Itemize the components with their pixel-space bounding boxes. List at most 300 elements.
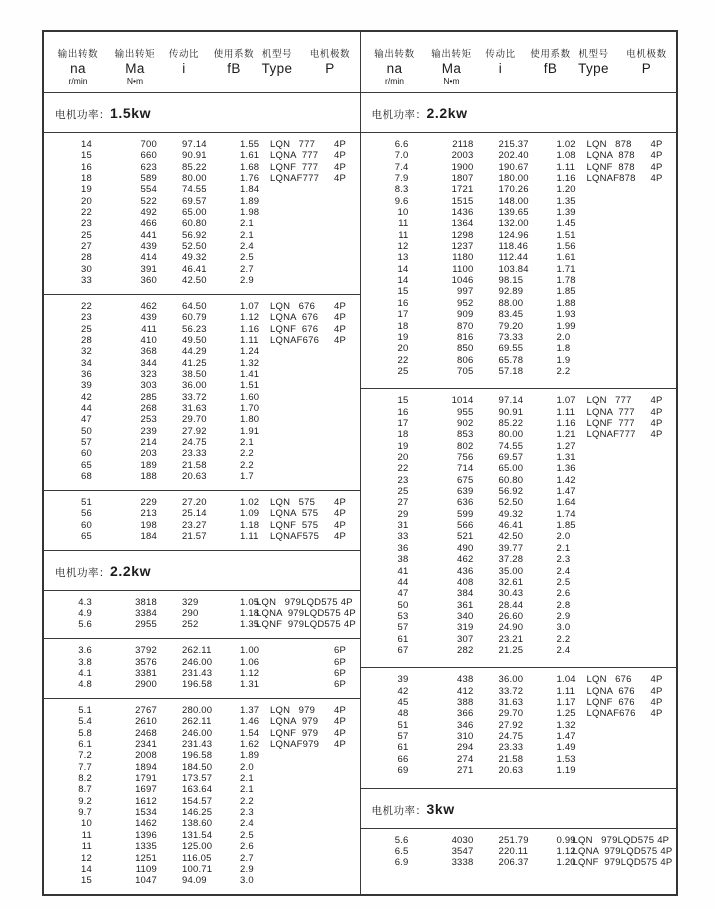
cell-output-speed: 30	[81, 263, 92, 275]
cell-ratio: 97.14	[498, 395, 524, 407]
cell-output-torque: 466	[140, 218, 157, 230]
cell-output-torque: 285	[140, 391, 157, 403]
cell-service-factor: 2.4	[240, 818, 254, 830]
cell-type	[585, 622, 649, 633]
cell-service-factor: 2.0	[556, 331, 571, 343]
cell-output-torque: 1014	[451, 395, 474, 407]
cell-poles	[649, 218, 677, 229]
cell-service-factor: 1.18	[240, 608, 260, 620]
cell-service-factor: 1.61	[240, 150, 260, 162]
cell-type	[585, 611, 649, 622]
cell-service-factor: 2.9	[556, 610, 571, 622]
cell-output-torque: 408	[457, 576, 474, 588]
cell-output-speed: 9.7	[78, 807, 92, 819]
cell-ratio: 85.22	[182, 161, 207, 173]
cell-service-factor: 1.21	[556, 429, 576, 441]
cell-service-factor: 1.19	[556, 765, 576, 777]
cell-output-speed: 25	[397, 365, 409, 377]
cell-output-torque: 521	[457, 531, 474, 543]
data-block	[44, 591, 360, 638]
cell-poles: 4P	[334, 530, 347, 542]
cell-service-factor: 1.07	[240, 300, 260, 312]
cell-output-speed: 6.1	[78, 739, 92, 751]
table-row	[361, 321, 677, 332]
cell-service-factor: 1.71	[556, 263, 576, 275]
cell-service-factor: 1.47	[556, 486, 576, 498]
cell-ratio: 83.45	[498, 309, 524, 321]
cell-service-factor: 1.74	[556, 508, 576, 520]
table-row	[361, 611, 677, 622]
cell-type	[268, 184, 332, 195]
cell-output-torque: 388	[457, 697, 474, 709]
table-row	[361, 645, 677, 656]
cell-poles	[332, 275, 360, 286]
table-row	[361, 275, 677, 286]
cell-service-factor: 1.93	[556, 309, 576, 321]
cell-service-factor: 1.09	[240, 508, 260, 520]
cell-ratio: 246.00	[182, 656, 213, 668]
cell-ratio: 21.58	[182, 459, 207, 471]
cell-output-speed: 14	[397, 263, 409, 275]
data-block	[361, 829, 677, 894]
cell-output-speed: 25	[397, 486, 409, 498]
table-row	[361, 731, 677, 742]
cell-poles: 4P	[334, 716, 347, 728]
cell-poles	[649, 441, 677, 452]
cell-service-factor: 1.7	[240, 471, 254, 483]
cell-service-factor: 1.98	[240, 207, 260, 219]
cell-service-factor: 2.5	[240, 252, 254, 264]
table-row	[44, 773, 360, 784]
cell-ratio: 118.46	[498, 241, 529, 253]
cell-output-torque: 271	[457, 765, 474, 777]
cell-output-speed: 51	[81, 496, 92, 508]
cell-output-speed: 44	[81, 403, 92, 415]
cell-poles: 4P	[660, 857, 673, 869]
cell-output-speed: 56	[81, 508, 92, 520]
cell-service-factor: 2.2	[556, 633, 571, 645]
cell-service-factor: 2.7	[240, 263, 254, 275]
cell-output-torque: 2610	[135, 716, 157, 728]
cell-output-torque: 4030	[451, 834, 474, 846]
cell-poles: 4P	[334, 312, 347, 324]
table-row	[44, 218, 360, 229]
table-row	[44, 471, 360, 482]
cell-output-speed: 13	[397, 252, 409, 264]
cell-ratio: 46.41	[182, 263, 207, 275]
cell-output-speed: 15	[81, 875, 92, 887]
cell-ratio: 90.91	[498, 406, 524, 418]
cell-ratio: 36.00	[498, 674, 524, 686]
cell-type	[268, 448, 332, 459]
cell-type	[585, 275, 649, 286]
header-symbol: na	[386, 61, 403, 76]
cell-poles	[649, 309, 677, 320]
cell-output-speed: 6.6	[394, 139, 409, 150]
cell-ratio: 37.28	[498, 554, 524, 566]
cell-output-speed: 44	[397, 576, 409, 588]
cell-output-speed: 57	[81, 437, 92, 449]
cell-ratio: 69.55	[498, 343, 524, 355]
cell-poles	[332, 437, 360, 448]
cell-output-torque: 853	[457, 429, 474, 441]
table-row	[361, 497, 677, 508]
cell-output-torque: 361	[457, 599, 474, 611]
cell-type	[268, 818, 332, 829]
cell-poles: 4P	[334, 739, 347, 751]
table-row	[361, 139, 677, 150]
cell-service-factor: 1.36	[556, 463, 576, 475]
cell-type: LQNA 676	[586, 685, 635, 697]
cell-output-speed: 27	[81, 241, 92, 253]
cell-output-speed: 9.2	[78, 795, 92, 807]
cell-output-speed: 5.4	[78, 716, 92, 728]
cell-type	[268, 762, 332, 773]
cell-output-torque: 909	[457, 309, 474, 321]
cell-ratio: 329	[182, 596, 199, 608]
cell-poles	[649, 588, 677, 599]
cell-type	[585, 509, 649, 520]
cell-service-factor: 2.1	[240, 784, 254, 796]
cell-output-speed: 32	[81, 346, 92, 358]
cell-service-factor: 1.20	[556, 184, 576, 196]
cell-output-torque: 366	[457, 708, 474, 720]
cell-output-speed: 5.6	[394, 834, 409, 846]
table-row	[44, 403, 360, 414]
cell-ratio: 173.57	[182, 773, 213, 785]
table-row	[361, 486, 677, 497]
table-row	[44, 597, 360, 608]
cell-output-torque: 816	[457, 331, 474, 343]
header-label: 传动比	[168, 49, 200, 60]
data-block	[361, 388, 677, 667]
cell-output-torque: 282	[457, 644, 474, 656]
cell-ratio: 27.92	[498, 719, 524, 731]
cell-poles: 4P	[650, 395, 663, 407]
cell-output-torque: 3384	[135, 608, 157, 620]
cell-output-speed: 20	[397, 452, 409, 464]
cell-type	[585, 252, 649, 263]
cell-service-factor: 1.27	[556, 440, 576, 452]
cell-service-factor: 1.24	[240, 346, 260, 358]
cell-output-speed: 45	[397, 697, 409, 709]
cell-ratio: 60.79	[182, 312, 207, 324]
table-row	[44, 668, 360, 679]
cell-service-factor: 1.25	[556, 708, 576, 720]
cell-poles	[649, 298, 677, 309]
table-row	[44, 252, 360, 263]
cell-output-speed: 65	[81, 459, 92, 471]
table-row	[44, 830, 360, 841]
cell-output-torque: 806	[457, 354, 474, 366]
gear-spec-table	[42, 30, 678, 896]
cell-output-speed: 10	[397, 207, 409, 219]
cell-type	[585, 742, 649, 753]
cell-output-speed: 25	[81, 323, 92, 335]
cell-output-torque: 198	[140, 519, 157, 531]
cell-type	[268, 230, 332, 241]
cell-poles	[649, 230, 677, 241]
cell-output-torque: 203	[140, 448, 157, 460]
cell-type	[585, 475, 649, 486]
cell-type	[268, 796, 332, 807]
cell-service-factor: 1.11	[556, 685, 576, 697]
cell-output-speed: 16	[81, 161, 92, 173]
cell-service-factor: 1.89	[240, 750, 260, 762]
cell-output-speed: 61	[397, 742, 409, 754]
power-title	[44, 551, 360, 591]
power-title-label: 电机功率：	[55, 109, 110, 121]
cell-ratio: 69.57	[498, 452, 524, 464]
cell-service-factor: 1.85	[556, 520, 576, 532]
cell-type: LQN 878	[586, 139, 632, 150]
cell-output-speed: 39	[397, 674, 409, 686]
cell-output-torque: 2767	[135, 705, 157, 717]
cell-type: LQNF 676	[270, 323, 319, 335]
cell-poles: 4P	[334, 161, 347, 173]
cell-service-factor: 0.99	[556, 834, 576, 846]
cell-ratio: 180.00	[498, 173, 529, 185]
cell-service-factor: 1.45	[556, 218, 576, 230]
table-row	[361, 332, 677, 343]
cell-output-torque: 188	[140, 471, 157, 483]
cell-type	[268, 346, 332, 357]
column-header	[169, 46, 199, 76]
cell-poles	[332, 380, 360, 391]
cell-poles: 4P	[650, 150, 663, 162]
table-row	[44, 335, 360, 346]
header-label: 使用系数	[213, 49, 255, 60]
table-row	[44, 460, 360, 471]
cell-output-speed: 8.7	[78, 784, 92, 796]
table-row	[44, 608, 360, 619]
cell-poles	[332, 207, 360, 218]
cell-service-factor: 2.7	[240, 852, 254, 864]
table-row	[44, 875, 360, 886]
cell-output-speed: 14	[397, 275, 409, 287]
cell-output-speed: 3.6	[78, 645, 92, 657]
cell-output-speed: 4.9	[78, 608, 92, 620]
cell-poles	[649, 509, 677, 520]
cell-ratio: 39.77	[498, 542, 524, 554]
cell-type	[268, 750, 332, 761]
table-row	[361, 754, 677, 765]
cell-service-factor: 1.35	[240, 619, 260, 631]
cell-service-factor: 1.32	[556, 719, 576, 731]
cell-output-speed: 61	[397, 633, 409, 645]
cell-poles	[332, 264, 360, 275]
cell-output-speed: 33	[81, 275, 92, 287]
table-row	[44, 196, 360, 207]
cell-ratio: 23.33	[182, 448, 207, 460]
header-symbol: P	[325, 61, 335, 76]
cell-output-speed: 36	[81, 368, 92, 380]
cell-ratio: 65.78	[498, 354, 524, 366]
column-header	[262, 46, 293, 76]
cell-output-speed: 27	[397, 497, 409, 509]
table-panel-left	[44, 32, 360, 894]
cell-poles	[649, 531, 677, 542]
table-row	[44, 369, 360, 380]
cell-type: LQN 676	[270, 300, 316, 312]
cell-ratio: 56.92	[498, 486, 524, 498]
table-row	[44, 358, 360, 369]
cell-type: LQNAF878	[586, 173, 636, 185]
table-row	[44, 448, 360, 459]
cell-ratio: 74.55	[498, 440, 524, 452]
cell-type	[585, 486, 649, 497]
cell-ratio: 116.05	[182, 852, 212, 864]
cell-type: LQNF 575	[270, 519, 319, 531]
cell-service-factor: 2.2	[240, 459, 254, 471]
cell-ratio: 163.64	[182, 784, 213, 796]
cell-output-speed: 39	[81, 380, 92, 392]
cell-type: LQNA 979LQD575	[572, 845, 658, 857]
cell-output-speed: 7.9	[394, 173, 409, 185]
cell-poles: 4P	[650, 685, 663, 697]
cell-poles	[649, 463, 677, 474]
cell-ratio: 215.37	[498, 139, 529, 150]
cell-type	[268, 807, 332, 818]
cell-service-factor: 2.8	[556, 599, 571, 611]
cell-output-torque: 1100	[452, 263, 474, 275]
cell-ratio: 202.40	[498, 150, 529, 162]
cell-output-torque: 438	[457, 674, 474, 686]
cell-service-factor: 1.51	[240, 380, 260, 392]
table-row	[361, 577, 677, 588]
cell-poles	[649, 286, 677, 297]
cell-type	[268, 403, 332, 414]
table-row	[44, 619, 360, 630]
cell-output-torque: 411	[141, 323, 157, 335]
cell-ratio: 27.20	[182, 496, 207, 508]
cell-output-speed: 8.2	[78, 773, 92, 785]
cell-poles	[332, 818, 360, 829]
cell-type: LQNA 676	[270, 312, 319, 324]
cell-service-factor: 1.16	[556, 418, 576, 430]
table-row	[361, 531, 677, 542]
cell-service-factor: 2.0	[556, 531, 571, 543]
cell-output-torque: 566	[457, 520, 474, 532]
column-header	[578, 46, 609, 76]
table-panel-right	[360, 32, 677, 894]
table-row	[44, 414, 360, 425]
cell-ratio: 85.22	[498, 418, 524, 430]
cell-output-torque: 1396	[135, 829, 157, 841]
cell-service-factor: 3.0	[240, 875, 254, 887]
table-row	[361, 264, 677, 275]
cell-ratio: 56.92	[182, 229, 207, 241]
cell-type	[585, 520, 649, 531]
cell-output-torque: 1335	[135, 841, 157, 853]
cell-output-torque: 1515	[451, 195, 474, 207]
cell-poles	[649, 577, 677, 588]
power-value: 1.5kw	[110, 105, 152, 121]
cell-poles	[649, 475, 677, 486]
cell-service-factor: 2.2	[240, 795, 254, 807]
data-block	[361, 133, 677, 388]
cell-type: LQN 979	[270, 705, 316, 717]
cell-service-factor: 1.76	[240, 173, 260, 185]
cell-type	[268, 784, 332, 795]
power-value: 2.2kw	[426, 105, 468, 121]
cell-output-torque: 2468	[135, 727, 157, 739]
cell-output-torque: 636	[457, 497, 474, 509]
cell-output-speed: 65	[81, 530, 92, 542]
table-row	[361, 742, 677, 753]
power-title-label: 电机功率：	[371, 109, 427, 121]
cell-poles	[649, 321, 677, 332]
cell-output-torque: 490	[457, 542, 474, 554]
cell-output-speed: 16	[397, 406, 409, 418]
cell-type	[268, 252, 332, 263]
cell-service-factor: 3.0	[556, 622, 571, 634]
cell-output-torque: 1462	[135, 818, 157, 830]
cell-output-speed: 69	[397, 765, 409, 777]
cell-poles	[332, 184, 360, 195]
table-row	[44, 645, 360, 656]
cell-service-factor: 2.1	[556, 542, 571, 554]
cell-output-torque: 1697	[135, 784, 157, 796]
cell-output-speed: 29	[397, 508, 409, 520]
cell-ratio: 262.11	[182, 716, 212, 728]
cell-output-speed: 15	[397, 395, 409, 407]
cell-ratio: 52.50	[182, 241, 207, 253]
cell-output-speed: 22	[81, 300, 92, 312]
cell-type	[585, 298, 649, 309]
cell-output-speed: 5.1	[78, 705, 92, 717]
cell-type: LQNF 979LQD575	[572, 857, 658, 869]
cell-output-torque: 439	[140, 241, 157, 253]
cell-output-torque: 1047	[135, 875, 157, 887]
cell-output-torque: 850	[457, 343, 474, 355]
header-label: 输出转矩	[431, 49, 472, 60]
cell-service-factor: 2.2	[240, 448, 254, 460]
cell-poles: 4P	[650, 139, 663, 150]
table-row	[361, 230, 677, 241]
table-row	[361, 686, 677, 697]
table-row	[361, 150, 677, 161]
cell-ratio: 231.43	[182, 667, 213, 679]
cell-service-factor: 1.68	[240, 161, 260, 173]
cell-output-speed: 28	[81, 334, 92, 346]
cell-ratio: 251.79	[498, 834, 529, 846]
cell-ratio: 24.75	[182, 437, 207, 449]
cell-output-torque: 2003	[451, 150, 474, 162]
table-row	[361, 184, 677, 195]
cell-ratio: 29.70	[498, 708, 524, 720]
cell-poles	[332, 875, 360, 886]
table-row	[44, 139, 360, 150]
table-row	[44, 380, 360, 391]
cell-ratio: 94.09	[182, 875, 207, 887]
cell-poles	[649, 196, 677, 207]
cell-service-factor: 1.12	[240, 312, 260, 324]
cell-output-speed: 7.4	[394, 161, 409, 173]
cell-output-torque: 410	[140, 334, 157, 346]
cell-service-factor: 2.4	[240, 241, 254, 253]
table-row	[361, 509, 677, 520]
cell-output-torque: 554	[140, 184, 157, 196]
cell-service-factor: 1.16	[240, 323, 260, 335]
cell-service-factor: 1.99	[556, 320, 576, 332]
table-row	[361, 366, 677, 377]
cell-output-torque: 2008	[135, 750, 157, 762]
cell-type	[585, 286, 649, 297]
cell-output-torque: 1364	[451, 218, 474, 230]
cell-ratio: 97.14	[182, 139, 207, 150]
table-row	[44, 497, 360, 508]
